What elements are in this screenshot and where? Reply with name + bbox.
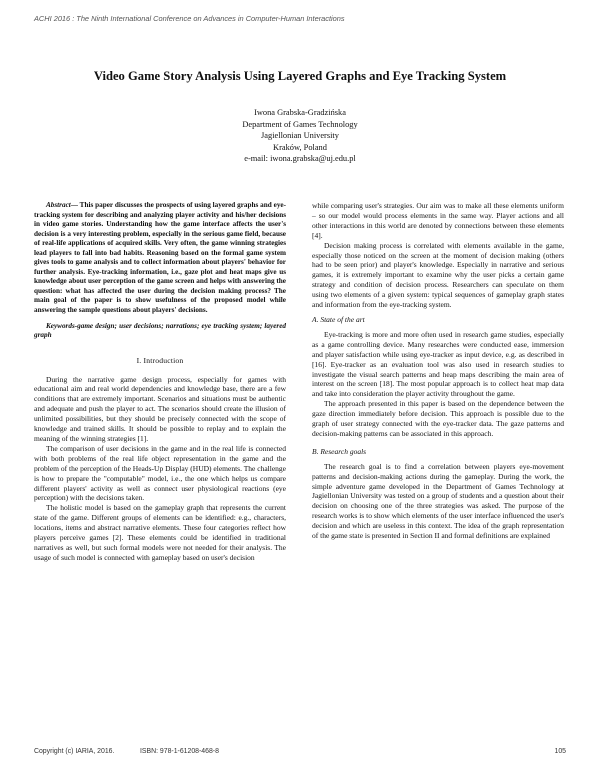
- footer-copyright: Copyright (c) IARIA, 2016.: [34, 748, 115, 755]
- subsection-heading-research-goals: B. Research goals: [312, 446, 367, 456]
- author-department: Department of Games Technology: [242, 119, 358, 129]
- subsection-heading-state-of-the-art: A. State of the art: [312, 314, 365, 324]
- paragraph: The holistic model is based on the gameplay graph that represents the current state of the game. Different groups of elements can be identified: e.g., characters, locations, items and abstract narrative elements. These four categories reflect how players perceive games [2]. These elements could be identified in traditional narratives as well, but such formal models were not needed for their analysis. The usage of such model is connected with gameplay based on user's decision: [34, 503, 286, 562]
- paragraph: The approach presented in this paper is based on the dependence between the gaze direction immediately before decision. This approach is possible due to the graph of user strategy connected with the eye-tracker data. The gaze patterns and decision-making patterns can be associated in this approach.: [312, 399, 564, 438]
- section-heading-introduction: I. Introduction: [136, 355, 184, 365]
- right-column: [312, 201, 564, 541]
- running-head: ACHI 2016 : The Ninth International Conference on Advances in Computer-Human Interactions: [34, 14, 345, 23]
- paper-title: Video Game Story Analysis Using Layered Graphs and Eye Tracking System: [93, 69, 507, 83]
- footer-isbn: ISBN: 978-1-61208-468-8: [140, 748, 219, 755]
- abstract: [34, 201, 286, 316]
- abstract-text: — This paper discusses the prospects of using layered graphs and eye-tracking system for describing and analyzing player activity and his/her decisions in video game stories. Understanding how the game interface affects the user's decision is a very interesting problem, especially in the serious game field, because of real-life applications of acquired skills. Very often, the game winning strategies lead players to fall into bad habits. Reasoning based on the formal game system gives tools to game analysis and to collect information about players' behavior for further analysis. Eye-tracking information, i.e., gaze plot and heat maps give us knowledge about user perception of the game screen and helps with answering the question: what has affected the user during the decision making process? The main goal of the paper is to show usefulness of the proposed model while answering the sample questions about players' decisions.: [34, 201, 286, 315]
- paragraph: Eye-tracking is more and more often used in research game studies, especially as a game controlling device. Many researches were conducted ease, immersion and player satisfaction while using eye-tracker as input device, e.g. as described in [16]. Eye-tracker as an evaluation tool was also used in research studies to investigate the visual search patterns and heap maps describing the main area of interest on the screen [18]. The most popular approach is to collect heat map data and take into consideration the player activity throughout the game.: [312, 329, 564, 399]
- paragraph: The comparison of user decisions in the game and in the real life is connected with both problems of the real life object representation in the game and the problem of the perception of the Heads-Up Display (HUD) elements. The challenge is how to prepare the "computable" model, i.e., the one which helps us compare different players' activity as well as connect user physiological reactions (eye perception) with the decisions taken.: [34, 443, 286, 503]
- author-name: Iwona Grabska-Gradzińska: [254, 108, 346, 117]
- paragraph: The research goal is to find a correlation between players eye-movement patterns and decision-making actions during the gameplay. During the work, the simple adventure game developed in the Department of Games Technology at Jagiellonian University was tested on a group of students and a question about their decision on choosing one of the three strategies was asked. The purpose of the research works is to show which elements of the user interface influenced the user's decision and which are useless in this context. The idea of the graph representation of the game state is presented in Section II and formal definitions are explained: [312, 461, 564, 541]
- paragraph: Decision making process is correlated with elements available in the game, especially those noticed on the screen at the moment of decision making (others had to be seen prior) and player's knowledge. Especially in narrative and serious games, it is extremely important to examine why the user picks a certain game strategy and condition of decision process. Researchers can speculate on them using two elements of a given system: typical sequences of gameplay graph states and information from the eye-tracking system.: [312, 240, 564, 310]
- abstract-lead: Abstract: [46, 201, 71, 209]
- author-block: [150, 107, 450, 165]
- paragraph: During the narrative game design process, especially for games with educational aim and real world dependencies and knowledge base, there are a few conditions that are extremely important. Scenarios and situations must be authentic and adequate and push the player to act. The scenarios should create the illusion of unlimited possibilities, but they should be precisely connected with the scope of knowledge and trained skills. It should be possible to replay and to explain the meaning of the winning strategies [1].: [34, 374, 286, 443]
- paragraph: while comparing user's strategies. Our aim was to make all these elements uniform – so our model would process elements in the same way. Player actions and all other interactions in this world are denoted by connections between these elements [4].: [312, 201, 564, 240]
- author-city: Kraków, Poland: [273, 142, 327, 152]
- author-university: Jagiellonian University: [261, 131, 339, 141]
- page-number: 105: [554, 748, 566, 755]
- author-email: e-mail: iwona.grabska@uj.edu.pl: [244, 154, 356, 164]
- keywords: Keywords-game design; user decisions; narrations; eye tracking system; layered graph: [34, 321, 286, 340]
- left-column: [34, 201, 286, 563]
